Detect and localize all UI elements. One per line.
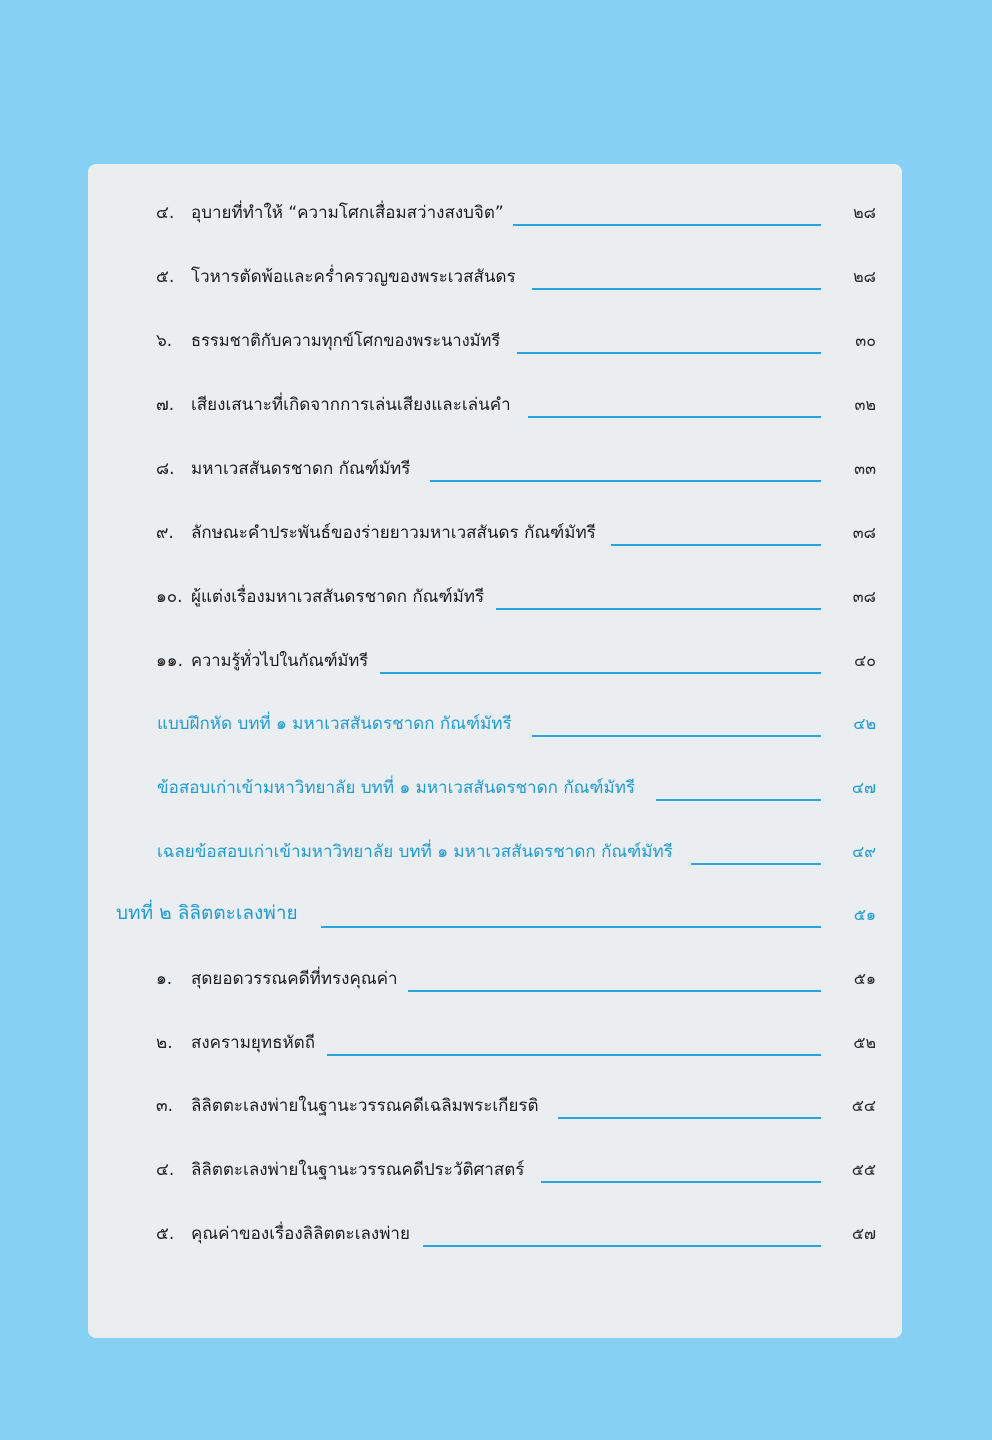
toc-entry-title: คุณค่าของเรื่องลิลิตตะเลงพ่าย — [191, 1224, 410, 1244]
toc-entry-number: ๕. — [156, 1224, 175, 1244]
toc-entry-title: ลักษณะคำประพันธ์ของร่ายยาวมหาเวสสันดร กัณฑ์มัทรี — [191, 523, 596, 543]
toc-leader-line — [423, 1245, 821, 1247]
toc-page-number: ๓๒ — [854, 395, 876, 414]
toc-leader-line — [496, 608, 821, 610]
toc-entry[interactable] — [88, 390, 902, 420]
toc-page-number: ๔๗ — [851, 778, 876, 797]
toc-leader-line — [513, 224, 821, 226]
toc-entry-title: โวหารตัดพ้อและคร่ำครวญของพระเวสสันดร — [191, 267, 516, 287]
toc-entry-number: ๓. — [156, 1096, 174, 1116]
toc-exercise-entry[interactable] — [88, 709, 902, 739]
toc-entry-title: เฉลยข้อสอบเก่าเข้ามหาวิทยาลัย บทที่ ๑ มหาเวสสันดรชาดก กัณฑ์มัทรี — [157, 842, 673, 862]
toc-page-number: ๒๘ — [853, 267, 876, 286]
toc-page-number: ๔๙ — [852, 842, 876, 861]
toc-entry[interactable] — [88, 454, 902, 484]
toc-leader-line — [517, 352, 821, 354]
toc-entry[interactable] — [88, 646, 902, 676]
toc-leader-line — [380, 672, 821, 674]
toc-entry-number: ๘. — [156, 459, 175, 479]
toc-entry[interactable] — [88, 1091, 902, 1121]
toc-entry-title: บทที่ ๒ ลิลิตตะเลงพ่าย — [116, 902, 298, 924]
toc-leader-line — [408, 990, 821, 992]
toc-page-number: ๕๒ — [853, 1033, 876, 1052]
toc-entry-title: มหาเวสสันดรชาดก กัณฑ์มัทรี — [191, 459, 411, 479]
toc-leader-line — [321, 926, 821, 928]
toc-leader-line — [532, 288, 821, 290]
toc-entry[interactable] — [88, 582, 902, 612]
toc-entry-number: ๙. — [156, 523, 174, 543]
toc-entry[interactable] — [88, 262, 902, 292]
toc-leader-line — [558, 1117, 821, 1119]
toc-page-number: ๓๘ — [852, 523, 876, 542]
toc-entry-title: ลิลิตตะเลงพ่ายในฐานะวรรณคดีเฉลิมพระเกียรติ — [191, 1096, 539, 1116]
toc-entry-number: ๑๐. — [156, 587, 183, 607]
toc-entry[interactable] — [88, 964, 902, 994]
toc-page-number: ๕๗ — [851, 1224, 876, 1243]
toc-entry-number: ๗. — [156, 395, 175, 415]
toc-entry-number: ๑๑. — [156, 651, 183, 671]
toc-leader-line — [541, 1181, 821, 1183]
toc-page-number: ๒๘ — [853, 203, 876, 222]
toc-entry-title: ความรู้ทั่วไปในกัณฑ์มัทรี — [191, 651, 369, 670]
toc-page-number: ๔๒ — [853, 714, 876, 733]
toc-page-number: ๕๑ — [853, 905, 876, 924]
toc-leader-line — [528, 416, 821, 418]
toc-entry-number: ๕. — [156, 267, 175, 287]
toc-entry-number: ๑. — [156, 969, 173, 989]
toc-entry-title: สงครามยุทธหัตถี — [191, 1033, 316, 1053]
toc-leader-line — [532, 735, 821, 737]
toc-entry[interactable] — [88, 1155, 902, 1185]
toc-exercise-entry[interactable] — [88, 773, 902, 803]
toc-entry-title: เสียงเสนาะที่เกิดจากการเล่นเสียงและเล่นคำ — [191, 395, 511, 415]
toc-entry-title: สุดยอดวรรณคดีที่ทรงคุณค่า — [191, 969, 398, 989]
toc-page-number: ๕๑ — [853, 969, 876, 988]
toc-leader-line — [611, 544, 821, 546]
toc-entry-title: ผู้แต่งเรื่องมหาเวสสันดรชาดก กัณฑ์มัทรี — [191, 587, 485, 607]
toc-entry-number: ๔. — [156, 1160, 175, 1180]
toc-entry[interactable] — [88, 1219, 902, 1249]
toc-entry[interactable] — [88, 326, 902, 356]
toc-entry-number: ๒. — [156, 1033, 173, 1053]
toc-chapter-heading[interactable] — [88, 900, 902, 930]
toc-page-number: ๕๔ — [851, 1096, 876, 1115]
toc-page-number: ๓๘ — [852, 587, 876, 606]
table-of-contents-panel — [88, 164, 902, 1338]
toc-page-number: ๓๓ — [854, 459, 876, 478]
toc-entry[interactable] — [88, 1028, 902, 1058]
toc-entry-number: ๖. — [156, 331, 173, 351]
toc-entry-number: ๔. — [156, 203, 175, 223]
toc-entry-title: แบบฝึกหัด บทที่ ๑ มหาเวสสันดรชาดก กัณฑ์มัทรี — [157, 714, 512, 734]
toc-exercise-entry[interactable] — [88, 837, 902, 867]
toc-entry-title: อุบายที่ทำให้ “ความโศกเสื่อมสว่างสงบจิต” — [191, 203, 504, 223]
toc-page-number: ๕๕ — [851, 1160, 876, 1179]
toc-entry-title: ข้อสอบเก่าเข้ามหาวิทยาลัย บทที่ ๑ มหาเวสสันดรชาดก กัณฑ์มัทรี — [157, 778, 636, 798]
toc-leader-line — [327, 1054, 821, 1056]
toc-page-number: ๔๐ — [854, 651, 876, 670]
toc-entry[interactable] — [88, 198, 902, 228]
toc-leader-line — [656, 799, 821, 801]
toc-page-number: ๓๐ — [855, 331, 876, 350]
toc-entry-title: ธรรมชาติกับความทุกข์โศกของพระนางมัทรี — [191, 331, 501, 350]
toc-entry[interactable] — [88, 518, 902, 548]
toc-leader-line — [691, 863, 821, 865]
toc-leader-line — [430, 480, 821, 482]
toc-entry-title: ลิลิตตะเลงพ่ายในฐานะวรรณคดีประวัติศาสตร์ — [191, 1160, 525, 1180]
